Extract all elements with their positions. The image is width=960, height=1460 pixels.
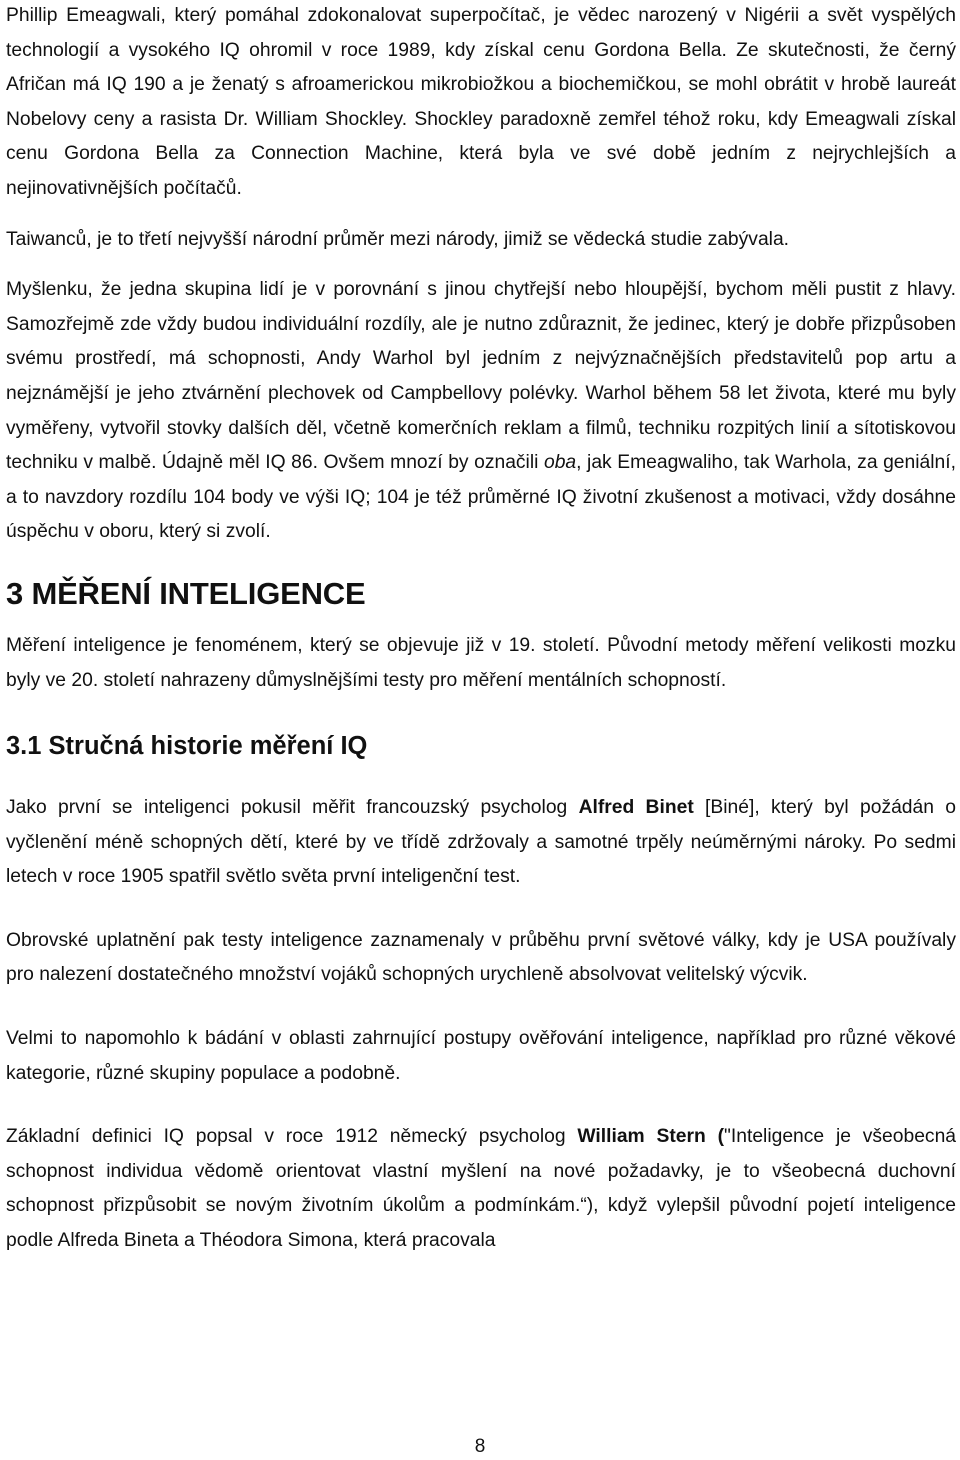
paragraph-taiwan: Taiwanců, je to třetí nejvyšší národní průměr mezi národy, jimiž se vědecká studie zabývala. — [6, 228, 790, 250]
paragraph-stern-space — [706, 1126, 718, 1147]
paragraph-warhol-text-b: , jak Emeagwaliho, tak Warhola, za geniální, a to navzdory rozdílu 104 body ve výši IQ; 104 je též průměrné IQ životní zkušenost a motivaci, vždy dosáhne úspěchu v oboru, který si zvolí. — [6, 452, 956, 543]
paragraph-stern-text-a: Základní definici IQ popsal v roce 1912 německý psycholog — [6, 1126, 578, 1148]
paragraph-ww1: Obrovské uplatnění pak testy inteligence zaznamenaly v průběhu první světové války, kdy je USA používaly pro nalezení dostatečného množství vojáků schopných urychleně absolvovat velitelský výcvik. — [6, 929, 956, 986]
paragraph-emeagwali-text: Phillip Emeagwali, který pomáhal zdokonalovat superpočítač, je vědec narozený v Nigérii a svět vyspělých technologií a vysokého IQ ohromil v roce 1989, kdy získal cenu Gordona Bella. Ze skutečnosti, že černý Afričan má IQ 190 a je ženatý s afroamerickou mikrobiožkou a biochemičkou, se mohl obrátit v hrobě laureát Nobelovy ceny a rasista Dr. William Shockley. Shockley paradoxně zemřel téhož roku, kdy Emeagwali získal cenu Gordona Bella za Connection Machine, která byla ve své době jedním z nejrychlejších a nejinovativnějších počítačů. — [6, 5, 956, 199]
paragraph-warhol-italic: oba — [543, 452, 577, 474]
paragraph-stern — [6, 1120, 956, 1258]
section-heading-3: 3 MĚŘENÍ INTELIGENCE — [6, 575, 366, 611]
paragraph-warhol-text-a: Myšlenku, že jedna skupina lidí je v porovnání s jinou chytřejší nebo hloupější, bychom měli pustit z hlavy. Samozřejmě zde vždy budou individuální rozdíly, ale je nutno zdůraznit, že jedinec, který je dobře přizpůsoben svému prostředí, má schopnosti, Andy Warhol byl jedním z nejvýznačnějších představitelů pop artu a nejznámější je jeho ztvárnění plechovek od Campbellovy polévky. Warhol během 58 let života, které mu byly vyměřeny, vytvořil stovky dalších děl, včetně komerčních reklam a filmů, techniku rozpitých linií a sítotiskovou techniku v malbě. Údajně měl IQ 86. Ovšem mnozí by označili — [6, 279, 956, 474]
paragraph-research: Velmi to napomohlo k bádání v oblasti zahrnující postupy ověřování inteligence, například pro různé věkové kategorie, různé skupiny populace a podobně. — [6, 1028, 956, 1084]
page-number: 8 — [474, 1436, 486, 1457]
paragraph-binet-text-b: [Biné], který byl požádán o vyčlenění méně schopných dětí, které by ve třídě zdržovaly a samotné trpěly neúměrnými nároky. Po sedmi letech v roce 1905 spatřil světlo světa první inteligenční test. — [6, 797, 956, 888]
paragraph-measurement-intro: Měření inteligence je fenoménem, který se objevuje již v 19. století. Původní metody měření velikosti mozku byly ve 20. století nahrazeny důmyslnějšími testy pro měření mentálních schopností. — [6, 634, 956, 691]
section-heading-3-1: 3.1 Stručná historie měření IQ — [6, 732, 368, 761]
document-page — [6, 0, 956, 1259]
paragraph-emeagwali — [6, 0, 956, 207]
name-william-stern: William Stern — [577, 1126, 706, 1148]
paragraph-stern-paren: ( — [717, 1126, 725, 1148]
paragraph-binet — [6, 791, 956, 895]
paragraph-binet-text-a: Jako první se inteligenci pokusil měřit francouzský psycholog — [6, 797, 579, 819]
paragraph-warhol — [6, 273, 956, 550]
paragraph-stern-text-b: "Inteligence je všeobecná schopnost individua vědomě orientovat vlastní myšlení na nové požadavky, je to všeobecná duchovní schopnost přizpůsobit se novým životním úkolům a podmínkám.“), když vylepšil původní pojetí inteligence podle Alfreda Bineta a Théodora Simona, která pracovala — [6, 1126, 957, 1252]
name-alfred-binet: Alfred Binet — [578, 797, 694, 819]
